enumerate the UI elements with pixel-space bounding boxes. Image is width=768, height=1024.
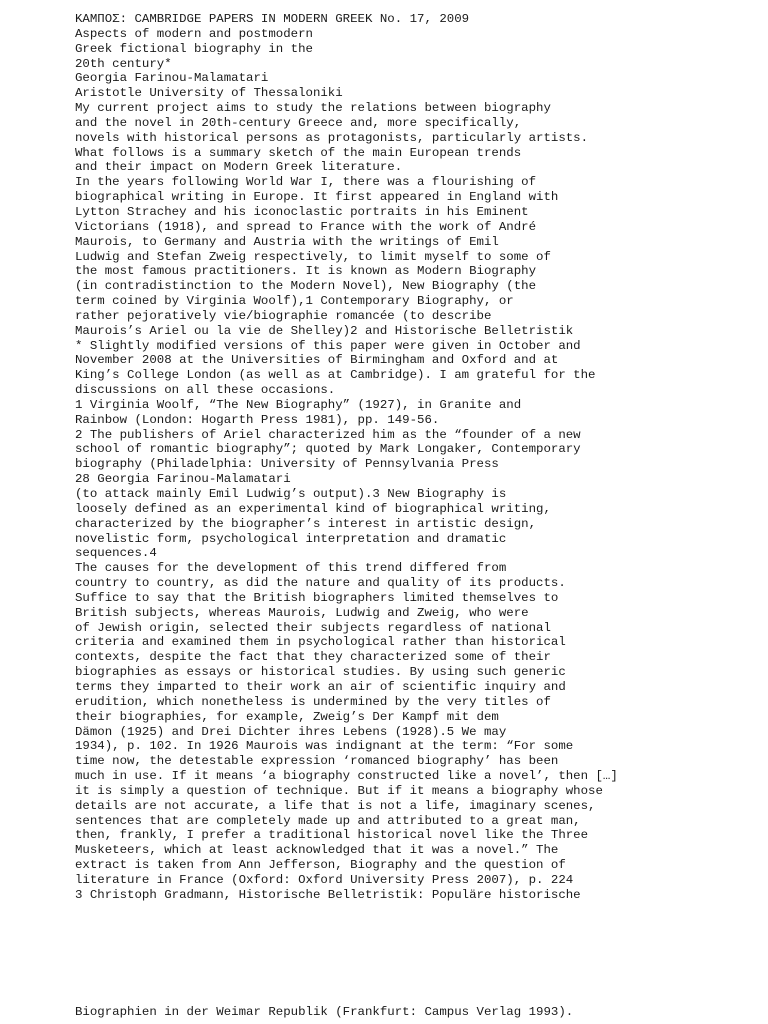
text-line: Georgia Farinou-Malamatari: [75, 71, 269, 86]
text-line: 1 Virginia Woolf, “The New Biography” (1927), in Granite and: [75, 397, 522, 412]
text-line: King’s College London (as well as at Cambridge). I am grateful for the: [75, 368, 596, 383]
text-line: and their impact on Modern Greek literature.: [75, 160, 403, 175]
text-line: 3 Christoph Gradmann, Historische Belletristik: Populäre historische: [75, 887, 581, 902]
text-line: country to country, as did the nature and quality of its products.: [75, 576, 566, 591]
text-line: their biographies, for example, Zweig’s Der Kampf mit dem: [75, 709, 499, 724]
document-body: [75, 12, 755, 903]
text-line: 2 The publishers of Ariel characterized him as the “founder of a new: [75, 427, 581, 442]
text-line: discussions on all these occasions.: [75, 383, 336, 398]
text-line: My current project aims to study the relations between biography: [75, 101, 551, 116]
text-line: school of romantic biography”; quoted by Mark Longaker, Contemporary: [75, 442, 581, 457]
text-line: term coined by Virginia Woolf),1 Contemporary Biography, or: [75, 294, 514, 309]
text-line: The causes for the development of this trend differed from: [75, 561, 507, 576]
text-line: rather pejoratively vie/biographie romancée (to describe: [75, 308, 492, 323]
text-line: In the years following World War I, there was a flourishing of: [75, 175, 537, 190]
text-line: of Jewish origin, selected their subjects regardless of national: [75, 620, 551, 635]
text-line: November 2008 at the Universities of Birmingham and Oxford and at: [75, 353, 559, 368]
text-line: 28 Georgia Farinou-Malamatari: [75, 472, 291, 487]
text-line: erudition, which nonetheless is undermined by the very titles of: [75, 694, 551, 709]
text-line: Suffice to say that the British biographers limited themselves to: [75, 590, 559, 605]
text-line: 20th century*: [75, 56, 172, 71]
text-line: ΚΑΜΠΟΣ: CAMBRIDGE PAPERS IN MODERN GREEK No. 17, 2009: [75, 12, 470, 26]
text-line: it is simply a question of technique. But if it means a biography whose: [75, 783, 603, 798]
text-line: Rainbow (London: Hogarth Press 1981), pp. 149-56.: [75, 412, 440, 427]
text-line: much in use. If it means ‘a biography constructed like a novel’, then […]: [75, 769, 618, 784]
text-line: Musketeers, which at least acknowledged that it was a novel.” The: [75, 843, 559, 858]
text-line: What follows is a summary sketch of the main European trends: [75, 145, 522, 160]
text-line: literature in France (Oxford: Oxford University Press 2007), p. 224: [75, 872, 574, 887]
text-line: Aspects of modern and postmodern: [75, 26, 313, 41]
text-line: and the novel in 20th-century Greece and, more specifically,: [75, 115, 522, 130]
text-line: biography (Philadelphia: University of Pennsylvania Press: [75, 457, 499, 472]
text-line: terms they imparted to their work an air of scientific inquiry and: [75, 679, 566, 694]
text-line: Dämon (1925) and Drei Dichter ihres Lebens (1928).5 We may: [75, 724, 507, 739]
text-line: sentences that are completely made up and attributed to a great man,: [75, 813, 581, 828]
text-line: Victorians (1918), and spread to France with the work of André: [75, 219, 537, 234]
text-line: criteria and examined them in psychological rather than historical: [75, 635, 566, 650]
text-line: details are not accurate, a life that is not a life, imaginary scenes,: [75, 798, 596, 813]
page-footer: Biographien in der Weimar Republik (Frankfurt: Campus Verlag 1993).: [75, 1005, 574, 1019]
text-line: biographical writing in Europe. It first appeared in England with: [75, 190, 559, 205]
text-line: then, frankly, I prefer a traditional historical novel like the Three: [75, 828, 589, 843]
text-line: sequences.4: [75, 546, 157, 561]
text-line: Ludwig and Stefan Zweig respectively, to limit myself to some of: [75, 249, 551, 264]
text-line: characterized by the biographer’s interest in artistic design,: [75, 516, 537, 531]
text-line: 1934), p. 102. In 1926 Maurois was indignant at the term: “For some: [75, 739, 574, 754]
text-line: (to attack mainly Emil Ludwig’s output).3 New Biography is: [75, 487, 507, 501]
text-line: time now, the detestable expression ‘romanced biography’ has been: [75, 754, 559, 769]
text-line: novelistic form, psychological interpretation and dramatic: [75, 531, 507, 546]
text-line: Lytton Strachey and his iconoclastic portraits in his Eminent: [75, 204, 529, 219]
text-line: Aristotle University of Thessaloniki: [75, 86, 343, 101]
text-line: Maurois’s Ariel ou la vie de Shelley)2 and Historische Belletristik: [75, 323, 574, 338]
text-line: the most famous practitioners. It is known as Modern Biography: [75, 264, 537, 279]
text-line: biographies as essays or historical studies. By using such generic: [75, 665, 566, 680]
text-line: British subjects, whereas Maurois, Ludwig and Zweig, who were: [75, 605, 529, 620]
text-line: Maurois, to Germany and Austria with the writings of Emil: [75, 234, 499, 249]
text-line: loosely defined as an experimental kind of biographical writing,: [75, 501, 551, 516]
text-line: * Slightly modified versions of this paper were given in October and: [75, 338, 581, 353]
text-line: novels with historical persons as protagonists, particularly artists.: [75, 130, 589, 145]
text-line: Greek fictional biography in the: [75, 41, 313, 56]
text-line: (in contradistinction to the Modern Novel), New Biography (the: [75, 279, 537, 294]
text-line: extract is taken from Ann Jefferson, Biography and the question of: [75, 858, 566, 873]
text-line: contexts, despite the fact that they characterized some of their: [75, 650, 551, 665]
